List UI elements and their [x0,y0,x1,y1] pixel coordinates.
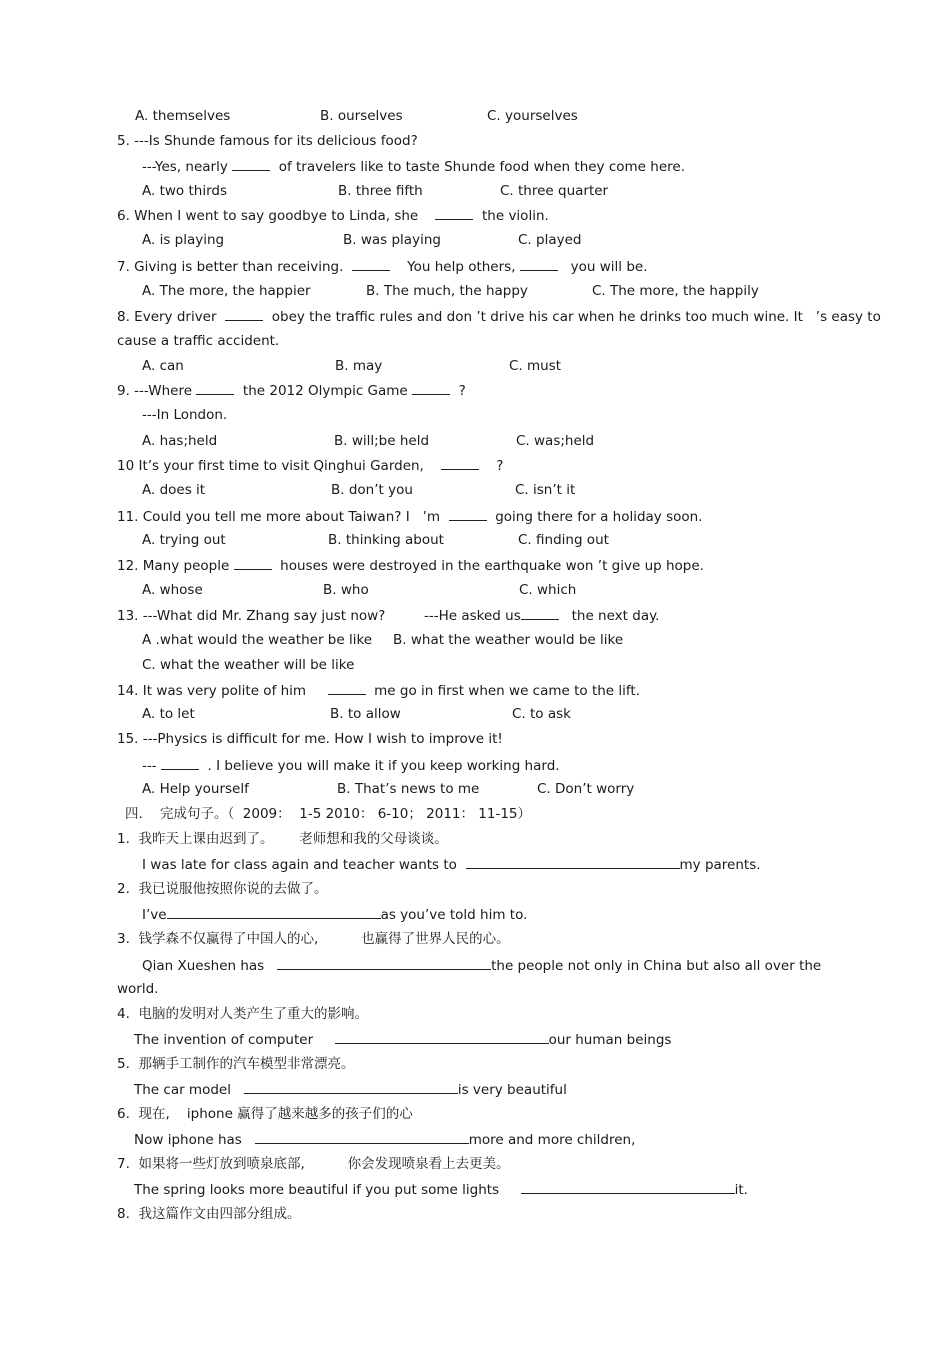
answer-blank [466,855,680,869]
q15-answer-part: . I believe you will make it if you keep working hard. [207,758,560,774]
sentence-1-part: my parents. [679,857,761,873]
sentence-4-part: our human beings [548,1032,672,1048]
q5-option-a: A. two thirds [142,183,227,199]
sentence-7-part: it. [734,1182,748,1198]
sentence-2-part: as you’ve told him to. [380,907,528,923]
q15-option-a: A. Help yourself [142,781,249,797]
q12-stem-part: 12. Many people [117,558,230,574]
answer-blank [521,1180,735,1194]
sentence-4-english [134,1030,671,1049]
q7-stem-part: You help others, [407,259,516,275]
q4-option-a: A. themselves [135,108,231,124]
q9-option-b: B. will;be held [334,433,430,449]
answer-blank [225,307,263,321]
answer-blank [352,257,390,271]
q13-stem-part: the next day. [571,608,660,624]
q8-option-a: A. can [142,358,184,374]
sentence-2-chinese: 2. 我已说服他按照你说的去做了。 [117,881,328,897]
q15-option-c: C. Don’t worry [537,781,635,797]
q9-stem-part: the 2012 Olympic Game [242,383,408,399]
q5-answer-part: of travelers like to taste Shunde food when they come here. [278,159,685,175]
sentence-6-english [134,1130,635,1149]
q9-stem-part: ? [458,383,466,399]
answer-blank [196,381,234,395]
q11-option-c: C. finding out [518,532,609,548]
q10-stem [117,456,503,475]
q6-option-a: A. is playing [142,232,225,248]
sentence-5-chinese: 5. 那辆手工制作的汽车模型非常漂亮。 [117,1056,355,1072]
sentence-1-chinese: 1. 我昨天上课由迟到了。 老师想和我的父母谈谈。 [117,831,448,847]
sentence-8-chinese: 8. 我这篇作文由四部分组成。 [117,1206,301,1222]
q13-stem-part: ---He asked us [423,608,521,624]
sentence-5-english [134,1080,567,1099]
sentence-1-english [142,855,761,874]
sentence-3-part: Qian Xueshen has [142,958,265,974]
q13-stem [117,606,659,625]
q8-option-c: C. must [509,358,562,374]
q14-stem-part: me go in first when we came to the lift. [374,683,641,699]
q12-stem [117,556,704,575]
q6-option-b: B. was playing [343,232,441,248]
q13-option-b: B. what the weather would be like [393,632,624,648]
q5-answer-line [142,157,685,176]
answer-blank [449,507,487,521]
q15-answer-part: --- [142,758,157,774]
q6-stem-part: the violin. [482,208,549,224]
sentence-3-part: the people not only in China but also all over the [491,958,822,974]
section-heading: 四. 完成句子。（ 2009： 1-5 2010： 6-10； 2011： 11-15） [125,806,532,822]
answer-blank [412,381,450,395]
q15-answer-line [142,756,560,775]
sentence-7-english [134,1180,748,1199]
q11-option-a: A. trying out [142,532,226,548]
sentence-3-english-continued: world. [117,981,159,997]
q12-stem-part: ’t give up hope. [597,558,704,574]
answer-blank [335,1030,549,1044]
q7-stem [117,257,648,276]
q9-answer: ---In London. [142,407,228,423]
answer-blank [441,456,479,470]
q12-stem-part: houses were destroyed in the earthquake won [280,558,594,574]
q10-option-a: A. does it [142,482,206,498]
q8-stem-continued: cause a traffic accident. [117,333,280,349]
answer-blank [521,606,559,620]
q5-option-c: C. three quarter [500,183,609,199]
q7-stem-part: you will be. [570,259,648,275]
answer-blank [167,905,381,919]
sentence-4-chinese: 4. 电脑的发明对人类产生了重大的影响。 [117,1006,368,1022]
q14-option-c: C. to ask [512,706,571,722]
q11-stem [117,507,702,526]
q8-option-b: B. may [335,358,383,374]
answer-blank [232,157,270,171]
answer-blank [435,206,473,220]
q14-stem [117,681,640,700]
q8-stem-part: ’t drive his car when he drinks too much wine. It [476,309,803,325]
sentence-7-chinese: 7. 如果将一些灯放到喷泉底部, 你会发现喷泉看上去更美。 [117,1156,510,1172]
sentence-7-part: The spring looks more beautiful if you put some lights [134,1182,500,1198]
sentence-6-chinese: 6. 现在, iphone 赢得了越来越多的孩子们的心 [117,1106,413,1122]
q6-option-c: C. played [518,232,582,248]
q11-stem-part: ’m [422,509,441,525]
q9-option-c: C. was;held [516,433,595,449]
q7-stem-part: 7. Giving is better than receiving. [117,259,344,275]
q13-stem-part: 13. ---What did Mr. Zhang say just now? [117,608,386,624]
answer-blank [244,1080,458,1094]
q4-option-c: C. yourselves [487,108,578,124]
q10-stem-part: 10 It’s your first time to visit Qinghui Garden, [117,458,424,474]
q13-option-c: C. what the weather will be like [142,657,355,673]
answer-blank [255,1130,469,1144]
q7-option-a: A. The more, the happier [142,283,311,299]
sentence-1-part: I was late for class again and teacher wants to [142,857,457,873]
q5-option-b: B. three fifth [338,183,423,199]
sentence-5-part: The car model [134,1082,231,1098]
q12-option-b: B. who [323,582,369,598]
q6-stem [117,206,549,225]
q7-option-b: B. The much, the happy [366,283,528,299]
q12-option-c: C. which [519,582,577,598]
q4-option-b: B. ourselves [320,108,403,124]
sentence-3-english [142,956,821,975]
q8-stem-part: 8. Every driver [117,309,217,325]
q5-stem: 5. ---Is Shunde famous for its delicious food? [117,133,418,149]
q11-option-b: B. thinking about [328,532,444,548]
sentence-2-english [142,905,527,924]
q11-stem-part: 11. Could you tell me more about Taiwan? I [117,509,410,525]
q14-option-a: A. to let [142,706,195,722]
q12-option-a: A. whose [142,582,203,598]
q8-stem [117,307,881,326]
q9-option-a: A. has;held [142,433,218,449]
q10-option-c: C. isn’t it [515,482,576,498]
q14-stem-part: 14. It was very polite of him [117,683,307,699]
q9-stem [117,381,466,400]
q10-option-b: B. don’t you [331,482,413,498]
answer-blank [520,257,558,271]
q10-stem-part: ? [496,458,504,474]
q11-stem-part: going there for a holiday soon. [495,509,703,525]
sentence-6-part: Now iphone has [134,1132,242,1148]
answer-blank [328,681,366,695]
q15-option-b: B. That’s news to me [337,781,480,797]
q8-stem-part: obey the traffic rules and don [271,309,473,325]
sentence-2-part: I’ve [142,907,167,923]
q6-stem-part: 6. When I went to say goodbye to Linda, she [117,208,419,224]
sentence-6-part: more and more children, [468,1132,636,1148]
sentence-4-part: The invention of computer [134,1032,314,1048]
answer-blank [234,556,272,570]
sentence-5-part: is very beautiful [457,1082,567,1098]
q9-stem-part: 9. ---Where [117,383,193,399]
q15-stem: 15. ---Physics is difficult for me. How I wish to improve it! [117,731,503,747]
sentence-3-chinese: 3. 钱学森不仅赢得了中国人的心, 也赢得了世界人民的心。 [117,931,510,947]
q5-answer-part: ---Yes, nearly [142,159,228,175]
answer-blank [161,756,199,770]
q7-option-c: C. The more, the happily [592,283,759,299]
answer-blank [277,956,491,970]
q8-stem-part: ’s easy to [815,309,881,325]
q14-option-b: B. to allow [330,706,401,722]
q13-option-a: A .what would the weather be like [142,632,373,648]
